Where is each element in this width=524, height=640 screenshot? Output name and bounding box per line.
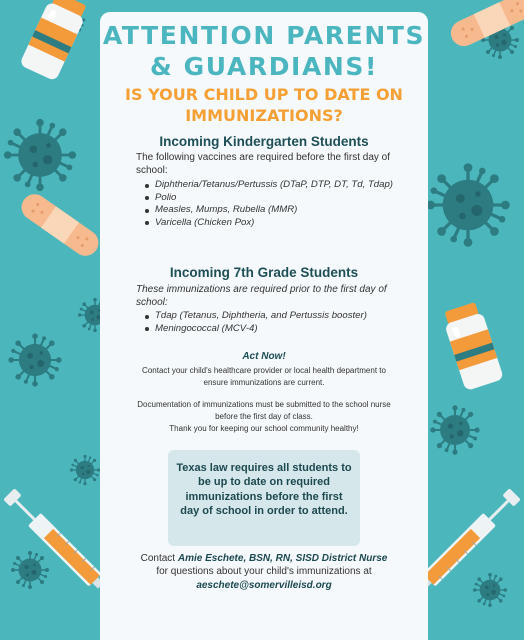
list-item: Polio: [142, 192, 404, 205]
page-subtitle: IS YOUR CHILD UP TO DATE ON IMMUNIZATIONS?: [125, 85, 403, 125]
seventh-grade-vaccine-list: [142, 310, 404, 335]
list-item: Tdap (Tetanus, Diphtheria, and Pertussis booster): [142, 310, 404, 323]
flyer-card: [100, 12, 428, 640]
thank-you-note: Thank you for keeping our school community healthy!: [169, 424, 359, 433]
list-item: Meningococcal (MCV-4): [142, 323, 404, 336]
seventh-grade-intro: These immunizations are required prior to the first day of school:: [136, 284, 387, 308]
documentation-note: Documentation of immunizations must be submitted to the school nurse before the first day of class.: [137, 400, 391, 421]
contact-prefix: Contact: [140, 553, 176, 564]
list-item: Diphtheria/Tetanus/Pertussis (DTaP, DTP, DT, Td, Tdap): [142, 179, 404, 192]
kindergarten-heading: Incoming Kindergarten Students: [159, 134, 369, 149]
list-item: Varicella (Chicken Pox): [142, 217, 404, 230]
act-now-body: Contact your child's healthcare provider or local health department to ensure immunizations are current.: [142, 366, 386, 387]
page-title: ATTENTION PARENTS & GUARDIANS!: [102, 21, 426, 81]
contact-block: [120, 552, 408, 592]
nurse-email[interactable]: aeschete@somervilleisd.org: [196, 579, 332, 591]
list-item: Measles, Mumps, Rubella (MMR): [142, 204, 404, 217]
callout-text: Texas law requires all students to be up to date on required immunizations before the first day of school in order to attend.: [176, 462, 352, 518]
contact-line2: for questions about your child's immunizations at: [156, 566, 372, 578]
texas-law-callout: [168, 450, 360, 546]
kindergarten-vaccine-list: [142, 179, 404, 229]
nurse-name: Amie Eschete, BSN, RN, SISD District Nurse: [177, 553, 388, 564]
kindergarten-intro: The following vaccines are required before the first day of school:: [136, 152, 391, 176]
seventh-grade-heading: Incoming 7th Grade Students: [169, 265, 359, 280]
act-now-heading: Act Now!: [242, 351, 286, 362]
